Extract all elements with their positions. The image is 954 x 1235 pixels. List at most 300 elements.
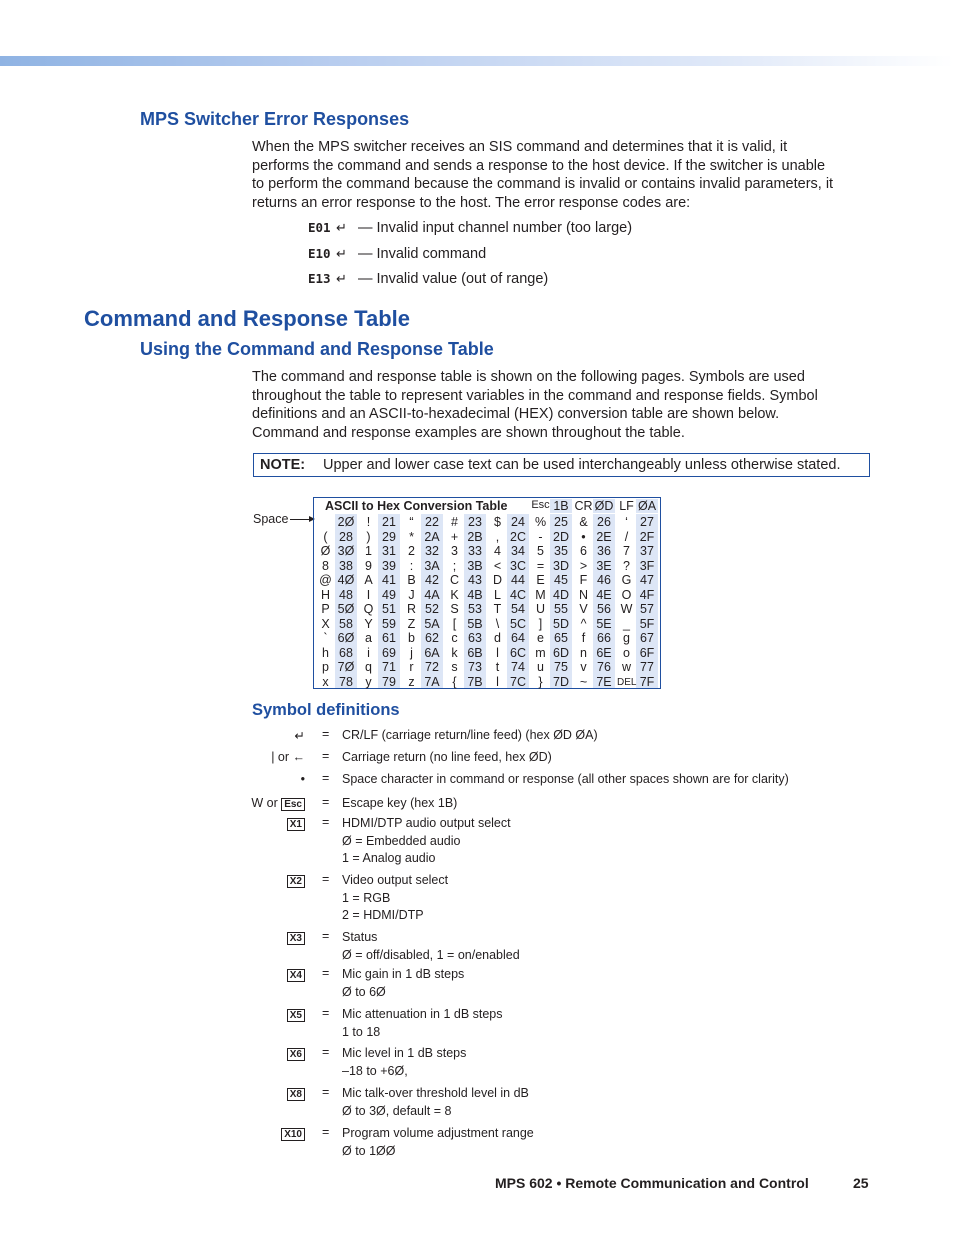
- hex-value: 41: [382, 573, 396, 587]
- hex-value: 6F: [639, 645, 655, 660]
- hex-value: 27: [640, 515, 654, 529]
- symbol-glyph: ↵: [294, 729, 305, 743]
- ascii-char: •: [581, 529, 586, 544]
- hex-value: 45: [554, 573, 568, 587]
- hex-value: 6D: [553, 645, 569, 660]
- hex-value: 6B: [467, 645, 483, 660]
- ascii-char: ?: [623, 558, 630, 573]
- hex-value: 32: [425, 544, 439, 558]
- ascii-char: {: [452, 674, 457, 689]
- hex-value: 4D: [553, 587, 569, 602]
- hex-value: 74: [511, 660, 525, 674]
- error-description: — Invalid value (out of range): [358, 271, 549, 287]
- error-responses-paragraph: [252, 138, 872, 213]
- ascii-char: !: [366, 515, 371, 529]
- definition-text: [342, 815, 511, 868]
- definition-line: Ø = Embedded audio: [342, 833, 461, 848]
- ascii-char: #: [451, 515, 458, 529]
- hex-value: 43: [468, 573, 482, 587]
- hex-value: 3A: [424, 558, 440, 573]
- ascii-char: q: [365, 660, 372, 674]
- paragraph-line: Command and response examples are shown throughout the table.: [252, 425, 685, 442]
- paragraph-line: throughout the table to represent variables in the command and response fields. Symbol: [252, 387, 818, 404]
- symbol-glyph: W or: [251, 796, 282, 810]
- ascii-char: A: [364, 573, 373, 587]
- hex-value: 31: [382, 544, 396, 558]
- definition-text: [342, 929, 520, 964]
- page-number: 25: [853, 1175, 869, 1191]
- error-code-row: [308, 246, 486, 262]
- definition-line: Mic attenuation in 1 dB steps: [342, 1007, 503, 1021]
- hex-value: 71: [382, 660, 396, 674]
- ascii-char: 5: [537, 544, 544, 558]
- ascii-char: N: [578, 587, 589, 602]
- symbol-key: [301, 772, 305, 786]
- hex-value: 52: [425, 602, 439, 616]
- definition-line: Program volume adjustment range: [342, 1126, 534, 1140]
- ascii-char: D: [492, 573, 503, 587]
- hex-value: 3E: [596, 558, 612, 573]
- ascii-char: y: [365, 674, 372, 689]
- hex-value: 35: [554, 544, 568, 558]
- symbol-box: Esc: [281, 798, 305, 811]
- hex-value: 3F: [639, 558, 655, 573]
- ascii-char: f: [581, 631, 586, 645]
- hex-value: 79: [382, 674, 396, 689]
- equals-sign: =: [322, 1006, 330, 1020]
- hex-value: 44: [511, 573, 525, 587]
- definition-text: [342, 1006, 503, 1041]
- ascii-char: v: [580, 660, 587, 674]
- hex-value: 7B: [467, 674, 483, 689]
- definition-text: [342, 966, 464, 1001]
- symbol-key: [295, 728, 305, 743]
- equals-sign: =: [322, 1045, 330, 1059]
- ascii-char: H: [320, 587, 331, 602]
- ascii-char: (: [323, 529, 328, 544]
- ascii-char: b: [408, 631, 415, 645]
- ascii-char: w: [621, 660, 632, 674]
- hex-value: 4E: [596, 587, 612, 602]
- hex-value: 7C: [510, 674, 526, 689]
- definition-line: Mic gain in 1 dB steps: [342, 967, 465, 981]
- hex-value: 39: [382, 558, 396, 573]
- symbol-box: X4: [287, 969, 305, 982]
- error-description: — Invalid command: [358, 246, 487, 262]
- symbol-key: [287, 816, 305, 831]
- hex-value: 53: [468, 602, 482, 616]
- equals-sign: =: [322, 872, 330, 886]
- ascii-char: l: [496, 674, 499, 689]
- ascii-char: <: [493, 558, 502, 573]
- header-char: CR: [574, 499, 593, 513]
- hex-value: 56: [597, 602, 611, 616]
- hex-value: 75: [554, 660, 568, 674]
- hex-value: 54: [511, 602, 525, 616]
- hex-value: 5F: [639, 616, 655, 631]
- ascii-char: }: [538, 674, 543, 689]
- hex-value: 5D: [553, 616, 569, 631]
- header-gradient-bar: [0, 56, 954, 66]
- hex-value: 72: [425, 660, 439, 674]
- definition-line: 1 = RGB: [342, 890, 391, 905]
- ascii-char: l: [496, 645, 499, 660]
- hex-value: 6A: [424, 645, 440, 660]
- ascii-char: t: [495, 660, 500, 674]
- hex-value: 6Ø: [337, 631, 355, 645]
- ascii-char: e: [537, 631, 544, 645]
- ascii-char: 2: [408, 544, 415, 558]
- hex-value: 51: [382, 602, 396, 616]
- ascii-char: z: [408, 674, 415, 689]
- ascii-char: _: [623, 616, 630, 631]
- ascii-char: m: [535, 645, 546, 660]
- ascii-char: W: [620, 602, 633, 616]
- ascii-char: \: [495, 616, 500, 631]
- symbol-key: [271, 750, 305, 764]
- hex-value: 25: [554, 515, 568, 529]
- definition-line: Ø = off/disabled, 1 = on/enabled: [342, 947, 520, 962]
- hex-value: 2Ø: [337, 515, 355, 529]
- ascii-char: p: [322, 660, 329, 674]
- ascii-char: U: [535, 602, 546, 616]
- hex-value: 42: [425, 573, 439, 587]
- hex-value: 65: [554, 631, 568, 645]
- definition-line: Escape key (hex 1B): [342, 796, 458, 810]
- ascii-char: u: [537, 660, 544, 674]
- return-icon: ↵: [336, 246, 347, 261]
- definition-line: Ø to 6Ø: [342, 984, 386, 999]
- error-code-row: [308, 220, 632, 236]
- ascii-char: T: [493, 602, 502, 616]
- section-title-command-table: Command and Response Table: [84, 306, 410, 331]
- paragraph-line: performs the command and sends a response to the host device. If the switcher is unable: [252, 157, 826, 174]
- symbol-box: X10: [281, 1128, 305, 1141]
- ascii-char: 8: [322, 558, 329, 573]
- hex-value: 7D: [553, 674, 569, 689]
- hex-value: 4C: [510, 587, 526, 602]
- hex-value: 7F: [639, 674, 655, 689]
- paragraph-line: definitions and an ASCII-to-hexadecimal (HEX) conversion table are shown below.: [252, 406, 780, 423]
- header-char: Esc: [531, 499, 550, 511]
- ascii-char: 1: [365, 544, 372, 558]
- ascii-char: a: [365, 631, 372, 645]
- ascii-char: 6: [580, 544, 587, 558]
- hex-value: 48: [339, 587, 353, 602]
- equals-sign: =: [322, 771, 330, 785]
- ascii-char: $: [494, 515, 501, 529]
- ascii-char: `: [323, 631, 328, 645]
- ascii-char: [: [452, 616, 457, 631]
- definition-line: 1 to 18: [342, 1024, 381, 1039]
- hex-value: 4B: [467, 587, 483, 602]
- equals-sign: =: [322, 1085, 330, 1099]
- hex-value: 36: [597, 544, 611, 558]
- hex-value: 2E: [596, 529, 612, 544]
- symbol-definitions-title: Symbol definitions: [252, 701, 400, 719]
- hex-value: 6C: [510, 645, 526, 660]
- note-box: [253, 453, 870, 477]
- symbol-key: [287, 1046, 305, 1061]
- hex-value: 38: [339, 558, 353, 573]
- ascii-char: K: [450, 587, 459, 602]
- hex-value: 55: [554, 602, 568, 616]
- ascii-char: h: [322, 645, 329, 660]
- ascii-char: 3: [451, 544, 458, 558]
- ascii-char: J: [408, 587, 415, 602]
- hex-value: 5E: [596, 616, 612, 631]
- space-label: Space: [253, 512, 289, 526]
- ascii-char: c: [451, 631, 458, 645]
- ascii-char: “: [409, 515, 414, 529]
- definition-line: Ø to 3Ø, default = 8: [342, 1103, 452, 1118]
- hex-value: 59: [382, 616, 396, 631]
- paragraph-line: The command and response table is shown on the following pages. Symbols are used: [252, 369, 805, 385]
- hex-value: 66: [597, 631, 611, 645]
- ascii-char: ‘: [625, 515, 628, 529]
- definition-line: Space character in command or response (all other spaces shown are for clarity): [342, 772, 789, 786]
- hex-value: 2F: [639, 529, 655, 544]
- hex-value: 5A: [424, 616, 440, 631]
- ascii-char: o: [623, 645, 630, 660]
- ascii-char: *: [409, 529, 414, 544]
- hex-value: 4F: [639, 587, 655, 602]
- ascii-char: >: [579, 558, 588, 573]
- ascii-char: Z: [407, 616, 416, 631]
- hex-value: 37: [640, 544, 654, 558]
- hex-value: 2C: [510, 529, 526, 544]
- hex-value: 77: [640, 660, 654, 674]
- symbol-box: X3: [287, 932, 305, 945]
- ascii-char: :: [409, 558, 414, 573]
- symbol-box: X8: [287, 1088, 305, 1101]
- hex-value: 7A: [424, 674, 440, 689]
- ascii-char: F: [579, 573, 588, 587]
- ascii-char: X: [321, 616, 330, 631]
- ascii-char: M: [535, 587, 546, 602]
- definition-text: [342, 771, 789, 789]
- ascii-char: I: [366, 587, 371, 602]
- symbol-box: X1: [287, 818, 305, 831]
- definition-line: HDMI/DTP audio output select: [342, 816, 511, 830]
- error-code: E01: [308, 220, 331, 235]
- ascii-char: ): [366, 529, 371, 544]
- hex-value: 2D: [553, 529, 569, 544]
- ascii-char: i: [367, 645, 370, 660]
- note-label: NOTE:: [260, 457, 306, 473]
- hex-value: 5C: [510, 616, 526, 631]
- definition-line: Status: [342, 930, 378, 944]
- command-table-paragraph: [252, 368, 872, 443]
- ascii-char: /: [624, 529, 629, 544]
- error-code: E10: [308, 246, 331, 261]
- error-code: E13: [308, 271, 331, 286]
- hex-value: 29: [382, 529, 396, 544]
- ascii-char: r: [409, 660, 414, 674]
- header-hex: ØD: [594, 499, 614, 513]
- hex-value: 23: [468, 515, 482, 529]
- hex-value: 5Ø: [337, 602, 355, 616]
- ascii-char: 7: [623, 544, 630, 558]
- hex-value: 69: [382, 645, 396, 660]
- hex-value: 2B: [467, 529, 483, 544]
- ascii-char: n: [580, 645, 587, 660]
- header-char: LF: [619, 499, 634, 513]
- hex-value: 34: [511, 544, 525, 558]
- ascii-char: E: [536, 573, 545, 587]
- definition-line: Mic talk-over threshold level in dB: [342, 1086, 529, 1100]
- symbol-glyph: •: [300, 772, 305, 786]
- symbol-key: [287, 930, 305, 945]
- ascii-char: x: [322, 674, 329, 689]
- symbol-key: [281, 1126, 305, 1141]
- definition-line: 1 = Analog audio: [342, 851, 436, 865]
- hex-value: 68: [339, 645, 353, 660]
- ascii-char: DEL: [617, 676, 637, 688]
- header-hex: 1B: [550, 499, 572, 513]
- hex-value: 58: [339, 616, 353, 631]
- definition-line: –18 to +6Ø,: [342, 1063, 408, 1078]
- hex-value: 3Ø: [337, 544, 355, 558]
- equals-sign: =: [322, 929, 330, 943]
- hex-value: 2A: [424, 529, 440, 544]
- ascii-char: %: [534, 515, 547, 529]
- definition-line: 2 = HDMI/DTP: [342, 908, 424, 922]
- symbol-key: [287, 1086, 305, 1101]
- ascii-char: 4: [494, 544, 501, 558]
- hex-value: 26: [597, 515, 611, 529]
- equals-sign: =: [322, 749, 330, 763]
- symbol-box: X2: [287, 875, 305, 888]
- ascii-char: ]: [538, 616, 543, 631]
- ascii-char: k: [451, 645, 458, 660]
- hex-value: 49: [382, 587, 396, 602]
- subsection-title-using-table: Using the Command and Response Table: [140, 339, 494, 359]
- hex-value: 5B: [467, 616, 483, 631]
- hex-value: 6E: [596, 645, 612, 660]
- paragraph-line: to perform the command because the command is invalid or contains invalid parameters, it: [252, 176, 834, 193]
- symbol-box: X6: [287, 1048, 305, 1061]
- header-hex: ØA: [637, 499, 657, 513]
- ascii-char: d: [494, 631, 501, 645]
- error-code-row: [308, 271, 548, 287]
- hex-value: 46: [597, 573, 611, 587]
- symbol-glyph: | or ←: [271, 750, 305, 764]
- ascii-char: ;: [452, 558, 457, 573]
- hex-value: 28: [339, 529, 353, 544]
- hex-value: 47: [640, 573, 654, 587]
- definition-line: CR/LF (carriage return/line feed) (hex ØD ØA): [342, 728, 598, 742]
- ascii-char: V: [579, 602, 588, 616]
- ascii-char: Y: [364, 616, 373, 631]
- equals-sign: =: [322, 1125, 330, 1139]
- hex-value: 22: [425, 515, 439, 529]
- symbol-key: [287, 967, 305, 982]
- paragraph-line: returns an error response to the host. The error response codes are:: [252, 195, 691, 212]
- equals-sign: =: [322, 815, 330, 829]
- note-text: Upper and lower case text can be used interchangeably unless otherwise stated.: [323, 457, 841, 473]
- ascii-char: O: [621, 587, 632, 602]
- symbol-key: [287, 873, 305, 888]
- hex-value: 24: [511, 515, 525, 529]
- definition-text: [342, 872, 448, 925]
- definition-text: [342, 1125, 534, 1160]
- hex-value: 7E: [596, 674, 612, 689]
- return-icon: ↵: [336, 271, 347, 286]
- ascii-char: ^: [580, 616, 587, 631]
- ascii-char: 9: [365, 558, 372, 573]
- hex-value: 33: [468, 544, 482, 558]
- ascii-char: S: [450, 602, 459, 616]
- symbol-key: [251, 796, 305, 811]
- hex-value: 73: [468, 660, 482, 674]
- ascii-hex-table: [313, 497, 661, 689]
- definition-line: Video output select: [342, 873, 449, 887]
- error-description: — Invalid input channel number (too large): [358, 220, 633, 236]
- paragraph-line: When the MPS switcher receives an SIS command and determines that it is valid, it: [252, 139, 788, 155]
- hex-value: 78: [339, 674, 353, 689]
- hex-value: 3B: [467, 558, 483, 573]
- ascii-char: j: [410, 645, 413, 660]
- ascii-char: @: [319, 573, 332, 587]
- ascii-char: &: [579, 515, 588, 529]
- arrow-right-icon: [290, 519, 314, 520]
- definition-line: Ø to 1ØØ: [342, 1143, 396, 1158]
- section-title-error-responses: MPS Switcher Error Responses: [140, 109, 410, 129]
- ascii-char: Q: [363, 602, 374, 616]
- hex-value: 4A: [424, 587, 440, 602]
- ascii-char: +: [450, 529, 459, 544]
- equals-sign: =: [322, 966, 330, 980]
- ascii-char: =: [536, 558, 545, 573]
- hex-value: 57: [640, 602, 654, 616]
- symbol-key: [287, 1007, 305, 1022]
- ascii-table-title: ASCII to Hex Conversion Table: [325, 499, 508, 513]
- return-icon: ↵: [336, 220, 347, 235]
- ascii-char: R: [406, 602, 417, 616]
- ascii-char: L: [494, 587, 501, 602]
- hex-value: 7Ø: [337, 660, 355, 674]
- ascii-char: G: [621, 573, 632, 587]
- hex-value: 4Ø: [337, 573, 355, 587]
- ascii-char: -: [538, 529, 543, 544]
- equals-sign: =: [322, 795, 330, 809]
- ascii-char: C: [449, 573, 460, 587]
- ascii-char: s: [451, 660, 458, 674]
- ascii-char: P: [321, 602, 330, 616]
- ascii-char: Ø: [320, 544, 331, 558]
- hex-value: 63: [468, 631, 482, 645]
- ascii-char: g: [623, 631, 630, 645]
- hex-value: 76: [597, 660, 611, 674]
- definition-line: Carriage return (no line feed, hex ØD): [342, 750, 552, 764]
- symbol-box: X5: [287, 1009, 305, 1022]
- ascii-char: ,: [495, 529, 500, 544]
- definition-text: [342, 1085, 529, 1120]
- definition-text: [342, 795, 457, 813]
- hex-value: 64: [511, 631, 525, 645]
- definition-line: Mic level in 1 dB steps: [342, 1046, 467, 1060]
- ascii-char: B: [407, 573, 416, 587]
- equals-sign: =: [322, 727, 330, 741]
- definition-text: [342, 1045, 466, 1080]
- hex-value: 67: [640, 631, 654, 645]
- definition-text: [342, 749, 552, 767]
- footer-doc-title: MPS 602 • Remote Communication and Control: [495, 1175, 809, 1191]
- definition-text: [342, 727, 598, 745]
- hex-value: 3C: [510, 558, 526, 573]
- hex-value: 61: [382, 631, 396, 645]
